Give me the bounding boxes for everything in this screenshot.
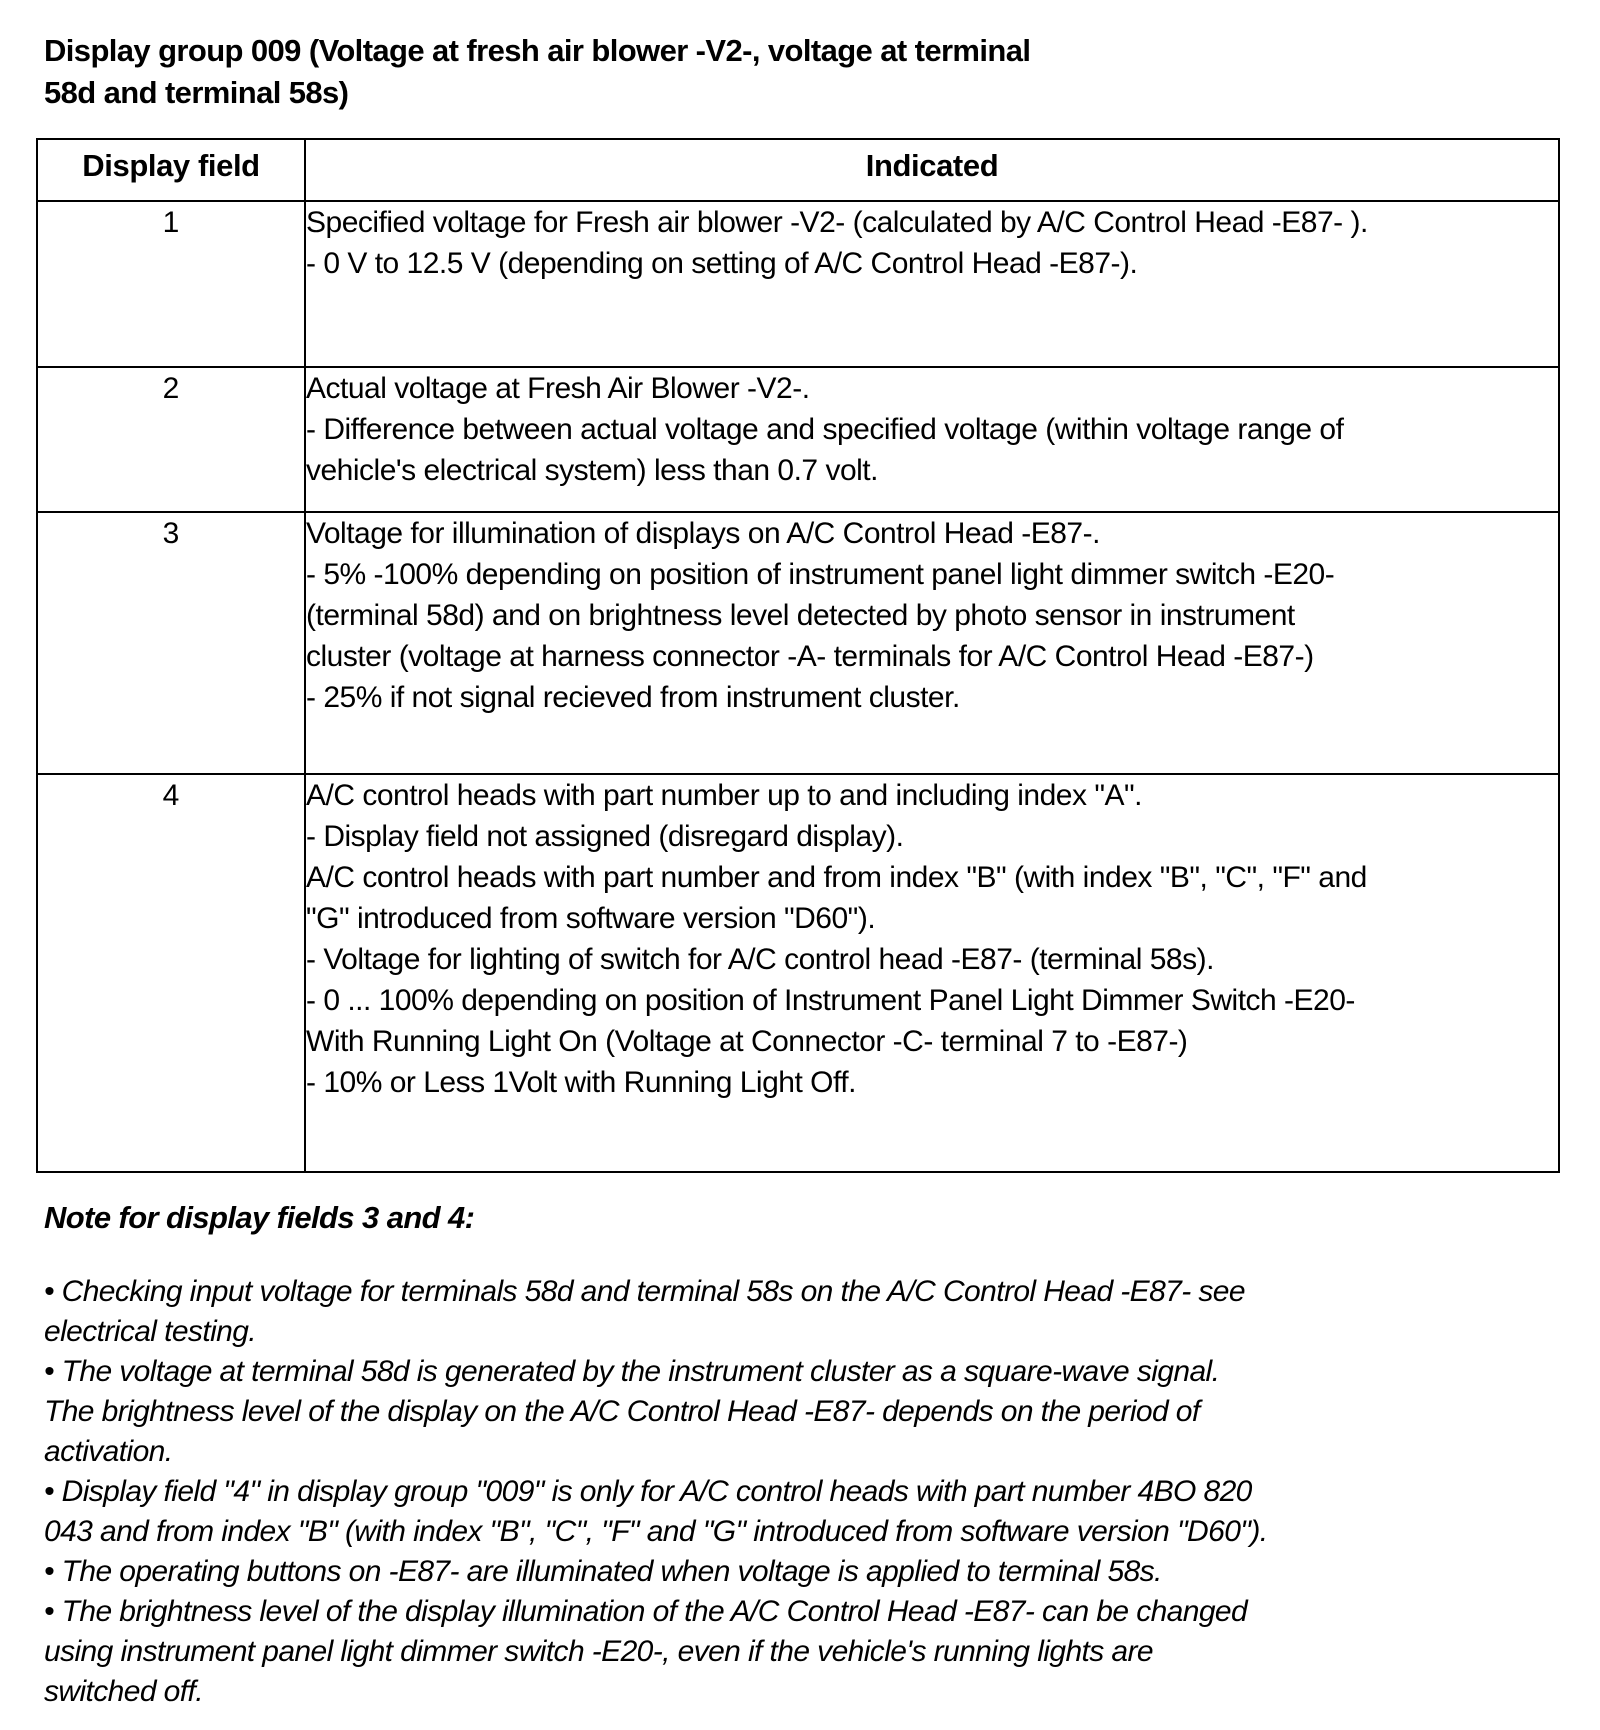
field-number: 2 xyxy=(37,367,305,512)
indicated-line: - Voltage for lighting of switch for A/C control head -E87- (terminal 58s). xyxy=(306,943,1214,976)
indicated-cell xyxy=(305,201,1559,367)
note-line: • The voltage at terminal 58d is generated by the instrument cluster as a square-wave signal. xyxy=(44,1355,1220,1388)
note-line: activation. xyxy=(44,1435,173,1468)
note-line: 043 and from index "B" (with index "B", "C", "F" and "G" introduced from software version "D60"). xyxy=(44,1515,1268,1548)
display-group-table xyxy=(36,138,1560,1173)
field-number: 1 xyxy=(37,201,305,367)
indicated-line: Voltage for illumination of displays on A/C Control Head -E87-. xyxy=(306,517,1100,550)
page-title xyxy=(44,30,1164,114)
note-line: • The brightness level of the display illumination of the A/C Control Head -E87- can be changed xyxy=(44,1595,1248,1628)
note-line: • Display field "4" in display group "009" is only for A/C control heads with part number 4BO 820 xyxy=(44,1475,1252,1508)
indicated-line: - 0 ... 100% depending on position of Instrument Panel Light Dimmer Switch -E20- xyxy=(306,984,1355,1017)
table-row xyxy=(37,367,1559,512)
indicated-line: cluster (voltage at harness connector -A- terminals for A/C Control Head -E87-) xyxy=(306,640,1314,673)
indicated-line: A/C control heads with part number and from index "B" (with index "B", "C", "F" and xyxy=(306,861,1367,894)
indicated-line: - 0 V to 12.5 V (depending on setting of A/C Control Head -E87-). xyxy=(306,247,1138,280)
indicated-line: - 10% or Less 1Volt with Running Light Off. xyxy=(306,1066,856,1099)
title-line-2: 58d and terminal 58s) xyxy=(44,75,349,110)
note-line: using instrument panel light dimmer switch -E20-, even if the vehicle's running lights are xyxy=(44,1635,1153,1668)
table-row xyxy=(37,774,1559,1172)
field-number: 4 xyxy=(37,774,305,1172)
indicated-line: "G" introduced from software version "D60"). xyxy=(306,902,876,935)
field-number: 3 xyxy=(37,512,305,774)
indicated-line: vehicle's electrical system) less than 0.7 volt. xyxy=(306,454,878,487)
note-heading: Note for display fields 3 and 4: xyxy=(44,1200,475,1235)
indicated-line: Actual voltage at Fresh Air Blower -V2-. xyxy=(306,372,810,405)
indicated-cell xyxy=(305,774,1559,1172)
indicated-line: - Display field not assigned (disregard display). xyxy=(306,820,904,853)
indicated-line: Specified voltage for Fresh air blower -V2- (calculated by A/C Control Head -E87- ). xyxy=(306,206,1368,239)
note-list xyxy=(44,1272,1574,1712)
table-header-row xyxy=(37,139,1559,201)
indicated-line: - 25% if not signal recieved from instrument cluster. xyxy=(306,681,960,714)
table-row xyxy=(37,201,1559,367)
note-line: The brightness level of the display on the A/C Control Head -E87- depends on the period of xyxy=(44,1395,1200,1428)
indicated-cell xyxy=(305,512,1559,774)
indicated-line: - Difference between actual voltage and specified voltage (within voltage range of xyxy=(306,413,1344,446)
note-line: • The operating buttons on -E87- are illuminated when voltage is applied to terminal 58s. xyxy=(44,1555,1162,1588)
header-display-field: Display field xyxy=(37,139,305,201)
title-line-1: Display group 009 (Voltage at fresh air blower -V2-, voltage at terminal xyxy=(44,33,1031,68)
note-line: electrical testing. xyxy=(44,1315,257,1348)
note-line: • Checking input voltage for terminals 58d and terminal 58s on the A/C Control Head -E87- see xyxy=(44,1275,1245,1308)
header-indicated: Indicated xyxy=(305,139,1559,201)
note-line: switched off. xyxy=(44,1675,203,1708)
indicated-line: A/C control heads with part number up to and including index "A". xyxy=(306,779,1142,812)
indicated-cell xyxy=(305,367,1559,512)
table-row xyxy=(37,512,1559,774)
indicated-line: - 5% -100% depending on position of instrument panel light dimmer switch -E20- xyxy=(306,558,1335,591)
indicated-line: With Running Light On (Voltage at Connector -C- terminal 7 to -E87-) xyxy=(306,1025,1188,1058)
indicated-line: (terminal 58d) and on brightness level detected by photo sensor in instrument xyxy=(306,599,1295,632)
